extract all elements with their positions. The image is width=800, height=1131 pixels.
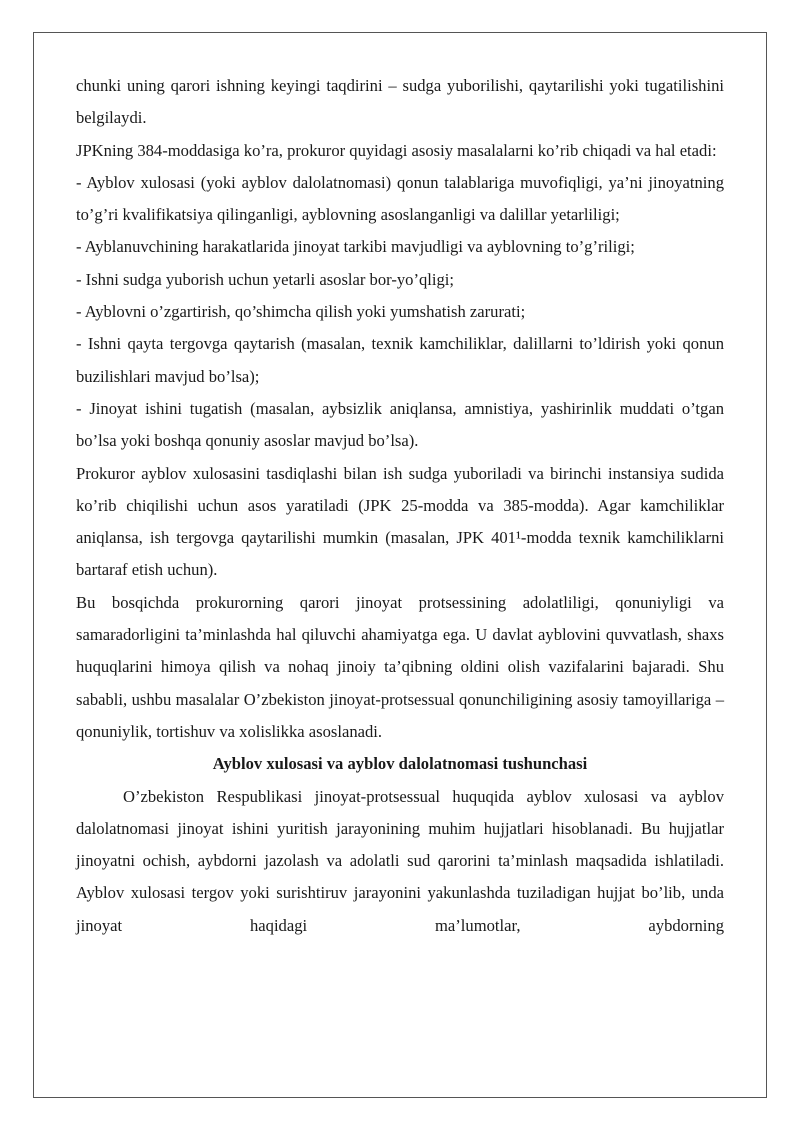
list-item: - Jinoyat ishini tugatish (masalan, aybsizlik aniqlansa, amnistiya, yashirinlik muddati o’tgan bo’lsa yoki boshqa qonuniy asoslar mavjud bo’lsa). — [76, 398, 724, 451]
list-item: - Ayblov xulosasi (yoki ayblov dalolatnomasi) qonun talablariga muvofiqligi, ya’ni jinoyatning to’g’ri kvalifikatsiya qilinganligi, ayblovning asoslanganligi va dalillar yetarliligi; — [76, 172, 724, 225]
list-item: - Ishni sudga yuborish uchun yetarli asoslar bor-yo’qligi; — [76, 269, 455, 289]
section-heading: Ayblov xulosasi va ayblov dalolatnomasi tushunchasi — [212, 754, 588, 774]
paragraph: chunki uning qarori ishning keyingi taqdirini – sudga yuborilishi, qaytarilishi yoki tugatilishini belgilaydi. — [76, 76, 724, 128]
list-item: - Ishni qayta tergovga qaytarish (masalan, texnik kamchiliklar, dalillarni to’ldirish yoki qonun buzilishlari mavjud bo’lsa); — [76, 334, 724, 386]
paragraph: JPKning 384-moddasiga ko’ra, prokuror quyidagi asosiy masalalarni ko’rib chiqadi va hal etadi: — [76, 140, 717, 160]
list-item: - Ayblovni o’zgartirish, qo’shimcha qilish yoki yumshatish zarurati; — [76, 302, 526, 322]
paragraph: Bu bosqichda prokurorning qarori jinoyat protsessining adolatliligi, qonuniyligi va samaradorligini ta’minlashda hal qiluvchi ahamiyatga ega. U davlat ayblovini quvvatlash, shaxs huquqlarini himoya qilish va nohaq jinoiy ta’qibning oldini olish vazifalarini bajaradi. Shu sababli, ushbu masalalar O’zbekiston jinoyat-protsessual qonunchiligining asosiy tamoyillariga – qonuniylik, tortishuv va xolislikka asoslanadi. — [76, 592, 724, 741]
paragraph: O’zbekiston Respublikasi jinoyat-protsessual huquqida ayblov xulosasi va ayblov dalolatnomasi jinoyat ishini yuritish jarayonining muhim hujjatlari hisoblanadi. Bu hujjatlar jinoyatni ochish, aybdorni jazolash va adolatli sud qarorini ta’minlash maqsadida ishlatiladi. Ayblov xulosasi tergov yoki surishtiruv jarayonini yakunlashda tuziladigan hujjat bo’lib, unda jinoyat haqidagi ma’lumotlar, aybdorning — [76, 786, 724, 935]
list-item: - Ayblanuvchining harakatlarida jinoyat tarkibi mavjudligi va ayblovning to’g’riligi; — [76, 237, 635, 257]
paragraph: Prokuror ayblov xulosasini tasdiqlashi bilan ish sudga yuboriladi va birinchi instansiya sudida ko’rib chiqilishi uchun asos yaratiladi (JPK 25-modda va 385-modda). Agar kamchiliklar aniqlansa, ish tergovga qaytarilishi mumkin (masalan, JPK 401¹-modda texnik kamchiliklarni bartaraf etish uchun). — [76, 463, 724, 580]
document-body — [76, 70, 724, 942]
